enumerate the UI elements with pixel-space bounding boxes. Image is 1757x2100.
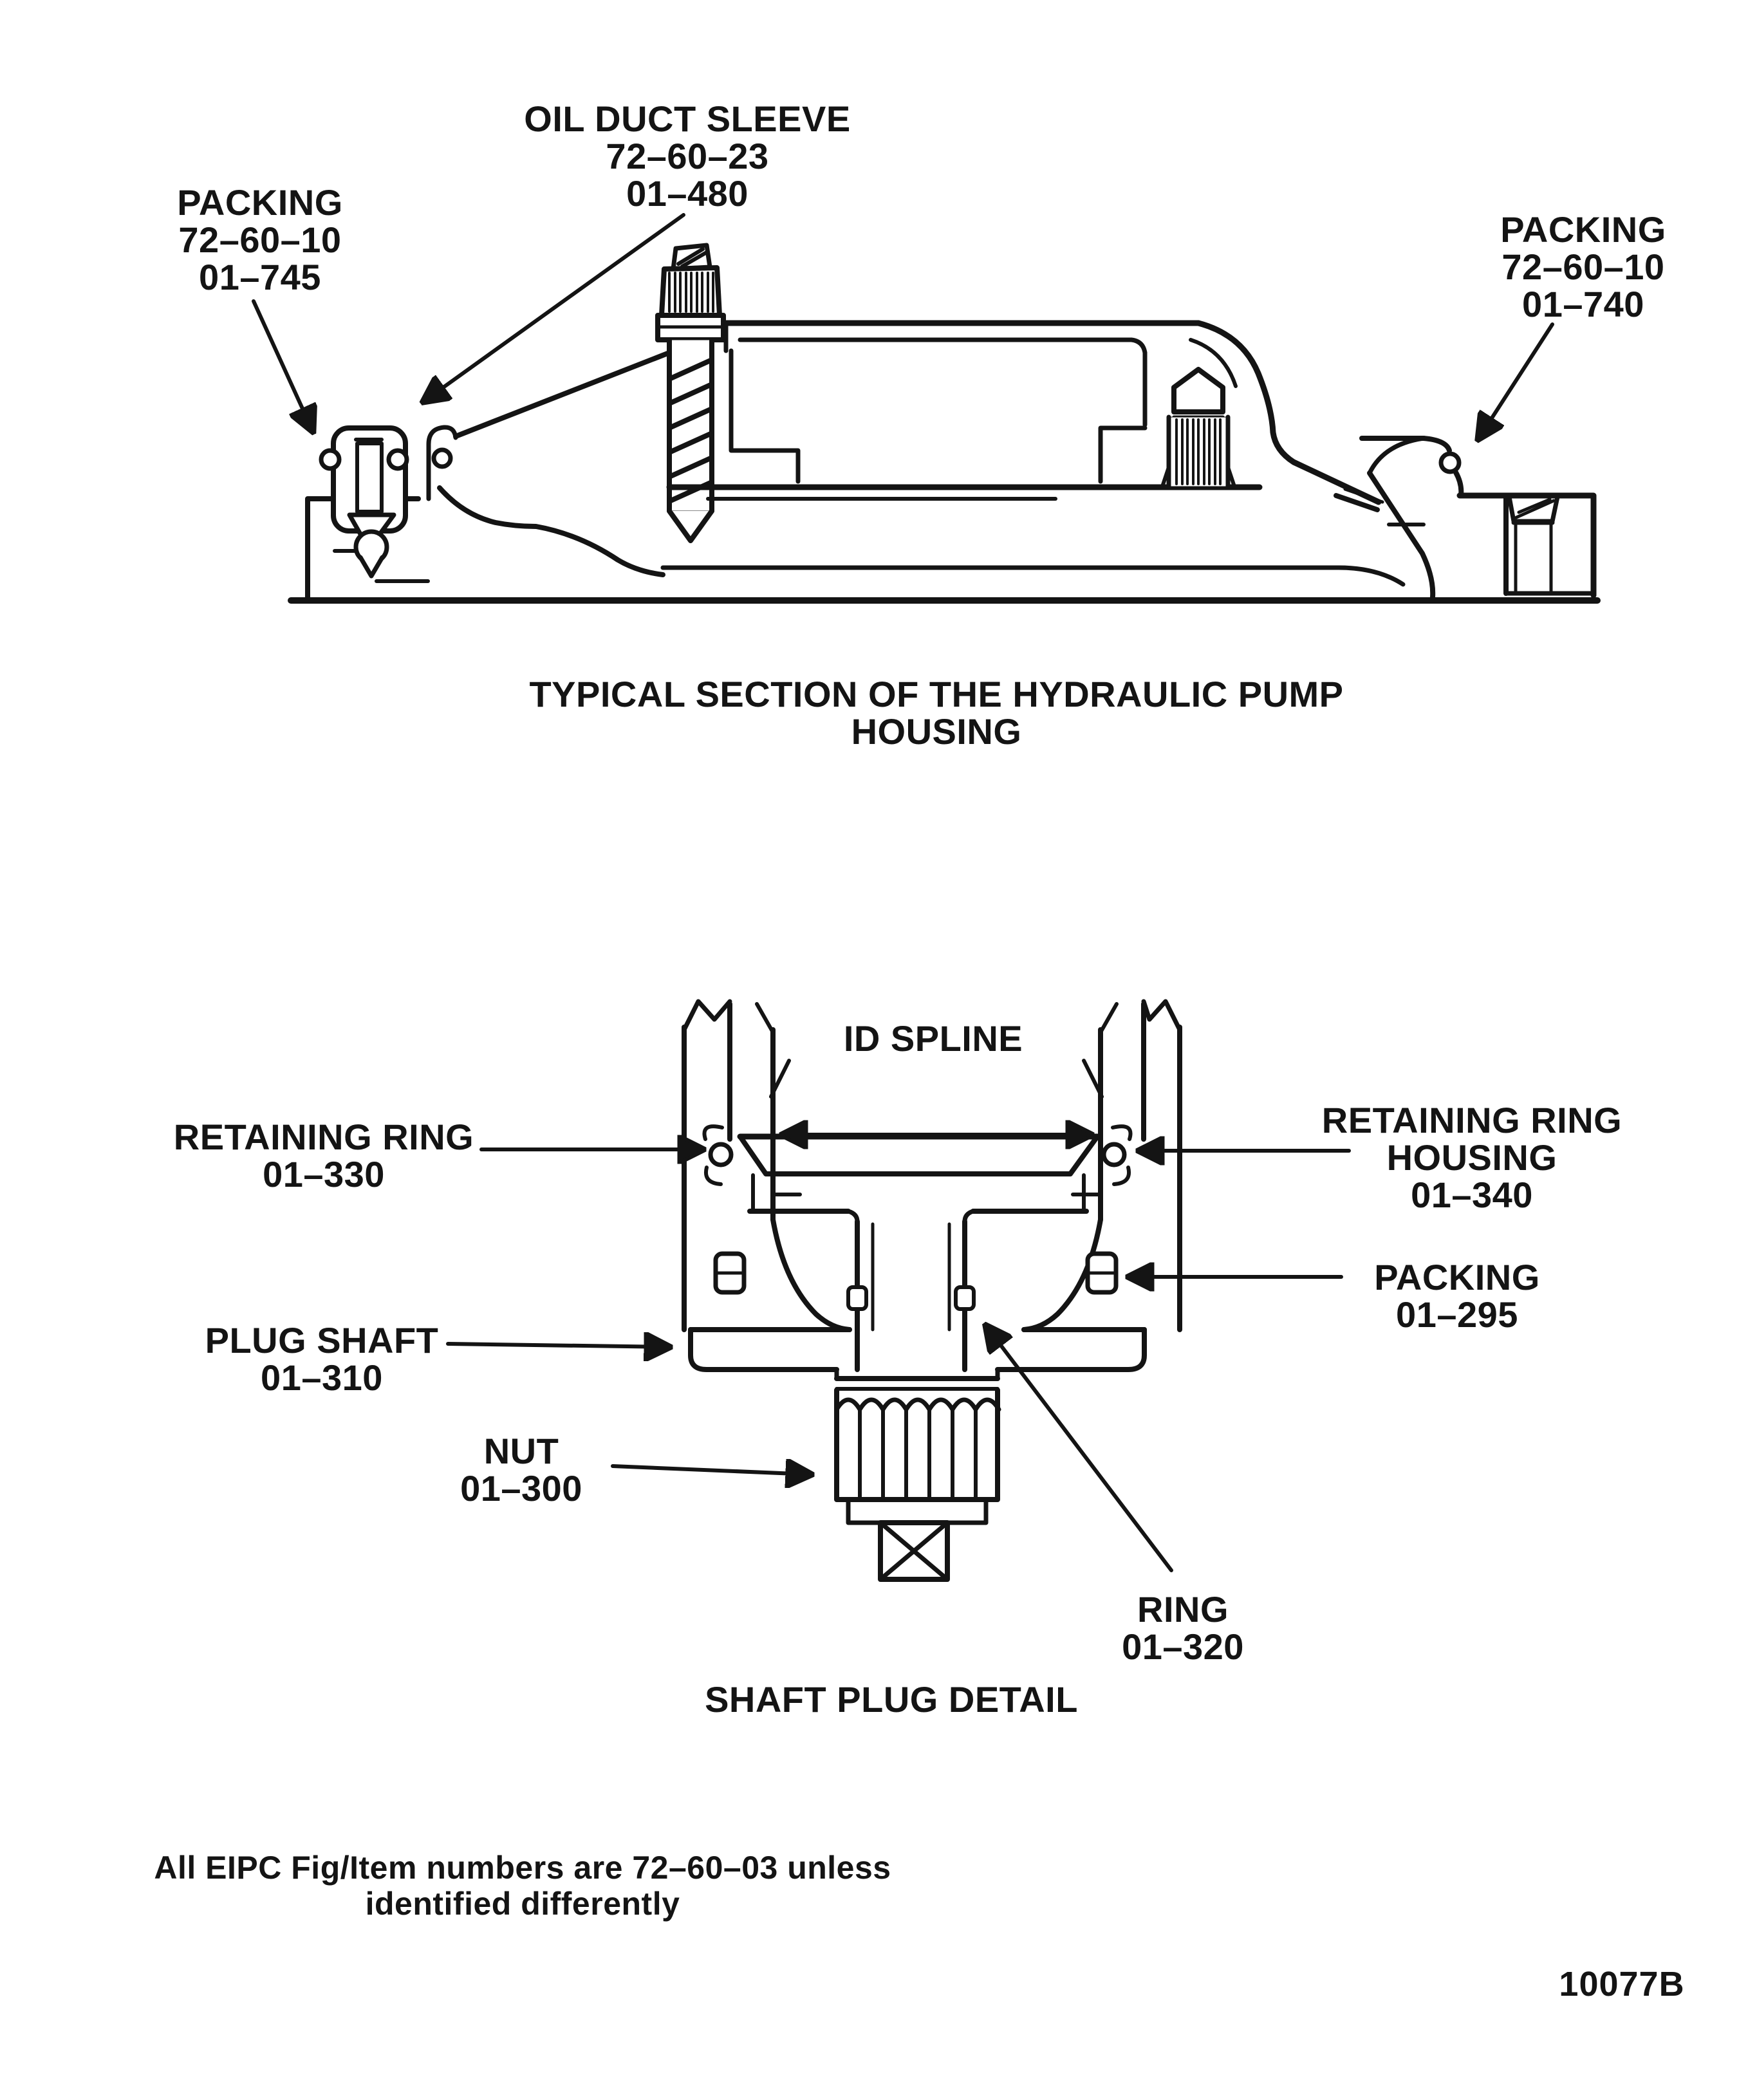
label-line: NUT [483, 1431, 559, 1471]
label-line: 01–300 [460, 1468, 582, 1509]
note-line: All EIPC Fig/Item numbers are 72–60–03 unless [154, 1850, 891, 1886]
label-line: ID SPLINE [843, 1018, 1023, 1059]
label-nut [460, 1433, 582, 1507]
label-line: RING [1137, 1589, 1229, 1630]
label-line: OIL DUCT SLEEVE [524, 98, 851, 139]
caption-line: HOUSING [851, 711, 1022, 752]
label-retaining-ring [174, 1119, 474, 1193]
housing-dome [1162, 323, 1379, 502]
label-line: PACKING [1500, 209, 1666, 250]
leader-oil-duct-sleeve [423, 215, 683, 402]
label-plug-shaft [205, 1322, 439, 1397]
bottom-figure-caption [705, 1681, 1078, 1718]
shaft-plug-drawing [684, 1001, 1180, 1579]
figure-number [1559, 1965, 1684, 2003]
leader-plug-shaft [448, 1344, 669, 1347]
label-packing-295 [1374, 1259, 1540, 1333]
label-line: 72–60–23 [606, 136, 769, 176]
label-line: RETAINING RING [1321, 1100, 1622, 1140]
leader-nut [613, 1466, 811, 1474]
caption-line: TYPICAL SECTION OF THE HYDRAULIC PUMP [529, 674, 1344, 714]
nut-part [837, 1379, 999, 1579]
label-line: 72–60–10 [178, 219, 342, 260]
top-figure-caption [529, 676, 1343, 750]
footer-note [154, 1850, 891, 1922]
leader-packing-left [254, 301, 313, 431]
housing-section-drawing [291, 245, 1597, 600]
label-line: PACKING [177, 182, 343, 223]
right-flange [1362, 438, 1594, 597]
label-packing-left [177, 184, 343, 296]
label-line: HOUSING [1386, 1137, 1557, 1178]
leader-arrows [254, 215, 1552, 1570]
label-ring [1122, 1591, 1244, 1666]
leader-packing-right [1478, 324, 1552, 439]
label-line: 01–320 [1122, 1626, 1244, 1667]
label-id-spline [844, 1020, 1023, 1057]
label-line: 01–480 [626, 173, 748, 214]
threaded-stud [658, 245, 723, 541]
caption-line: SHAFT PLUG DETAIL [705, 1679, 1078, 1720]
label-line: RETAINING RING [173, 1117, 474, 1157]
label-line: 01–745 [199, 257, 321, 297]
label-retaining-ring-housing [1322, 1102, 1622, 1214]
plug-shaft-part [704, 1126, 1130, 1370]
label-line: 01–340 [1411, 1175, 1533, 1215]
label-line: 01–330 [263, 1154, 385, 1194]
note-line: identified differently [365, 1886, 680, 1922]
label-line: PACKING [1374, 1257, 1540, 1297]
label-oil-duct-sleeve [524, 100, 850, 212]
retaining-ring-housing-part [691, 1220, 1144, 1379]
label-line: PLUG SHAFT [205, 1320, 439, 1361]
label-packing-right [1500, 211, 1666, 323]
oil-duct-sleeve-part [321, 428, 407, 576]
label-line: 01–740 [1522, 284, 1644, 324]
figure-number-text: 10077B [1559, 1965, 1685, 2003]
label-line: 01–310 [261, 1357, 383, 1398]
label-line: 72–60–10 [1501, 246, 1665, 287]
label-line: 01–295 [1396, 1294, 1518, 1335]
